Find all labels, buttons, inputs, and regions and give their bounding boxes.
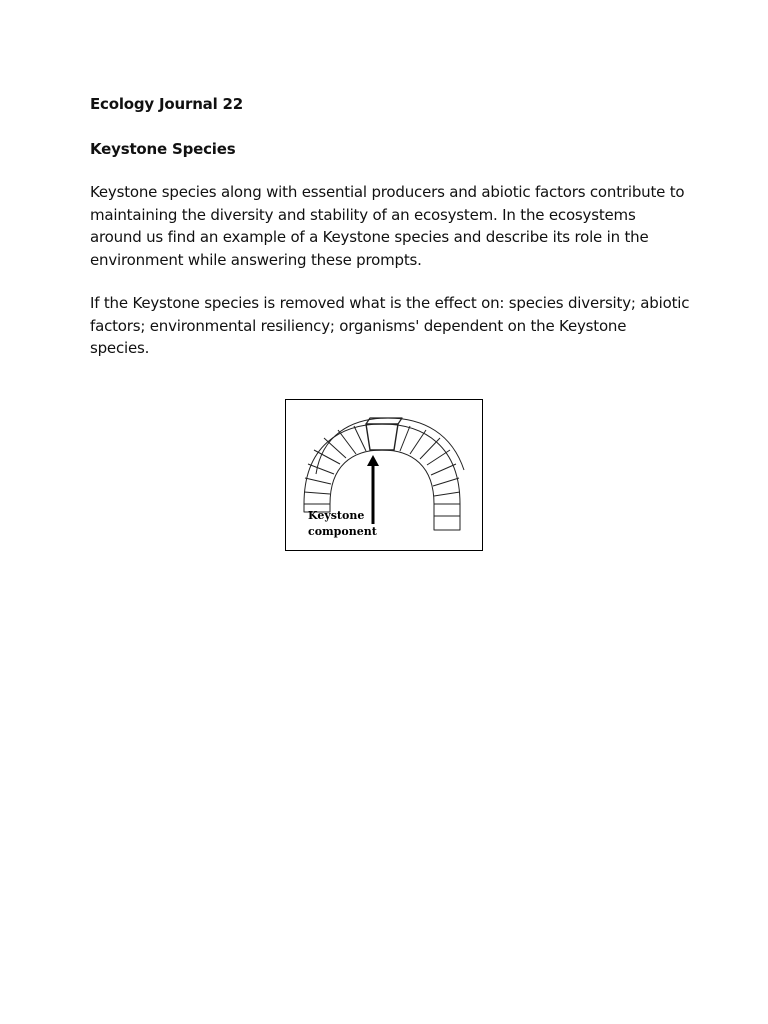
intro-paragraph: Keystone species along with essential producers and abiotic factors contribute to maintaining the diversity and stability of an ecosystem. In the ecosystems around us find an example of a Keystone species and describe its role in the environment while answering these prompts. [90,183,685,269]
arch-joint [304,492,330,494]
arch-joint [354,426,366,451]
arch-joint [433,478,459,486]
arch-joint [324,438,346,458]
arch-joint [431,464,456,475]
arch-joint [420,438,440,459]
page-title: Ecology Journal 22 [90,95,244,113]
prompt-paragraph: If the Keystone species is removed what is the effect on: species diversity; abiotic factors; environmental resiliency; organisms' dependent on the Keystone species. [90,294,690,357]
arch-joint [427,450,450,465]
arch-joint [308,464,334,474]
arch-joint [434,492,460,496]
arch-joint [410,430,426,454]
section-heading: Keystone Species [90,140,236,158]
arch-joint [400,426,410,451]
arch-joint [305,478,331,484]
arch-outer-curve [304,424,460,504]
keystone-block [366,424,398,450]
arch-joint [338,430,356,454]
keystone-arch-figure [285,399,483,551]
arch-base-right [434,504,460,530]
keystone-label: Keystone [308,509,365,522]
component-label: component [308,525,377,538]
arch-depth-edge [316,418,464,474]
arch-joint [314,450,340,464]
